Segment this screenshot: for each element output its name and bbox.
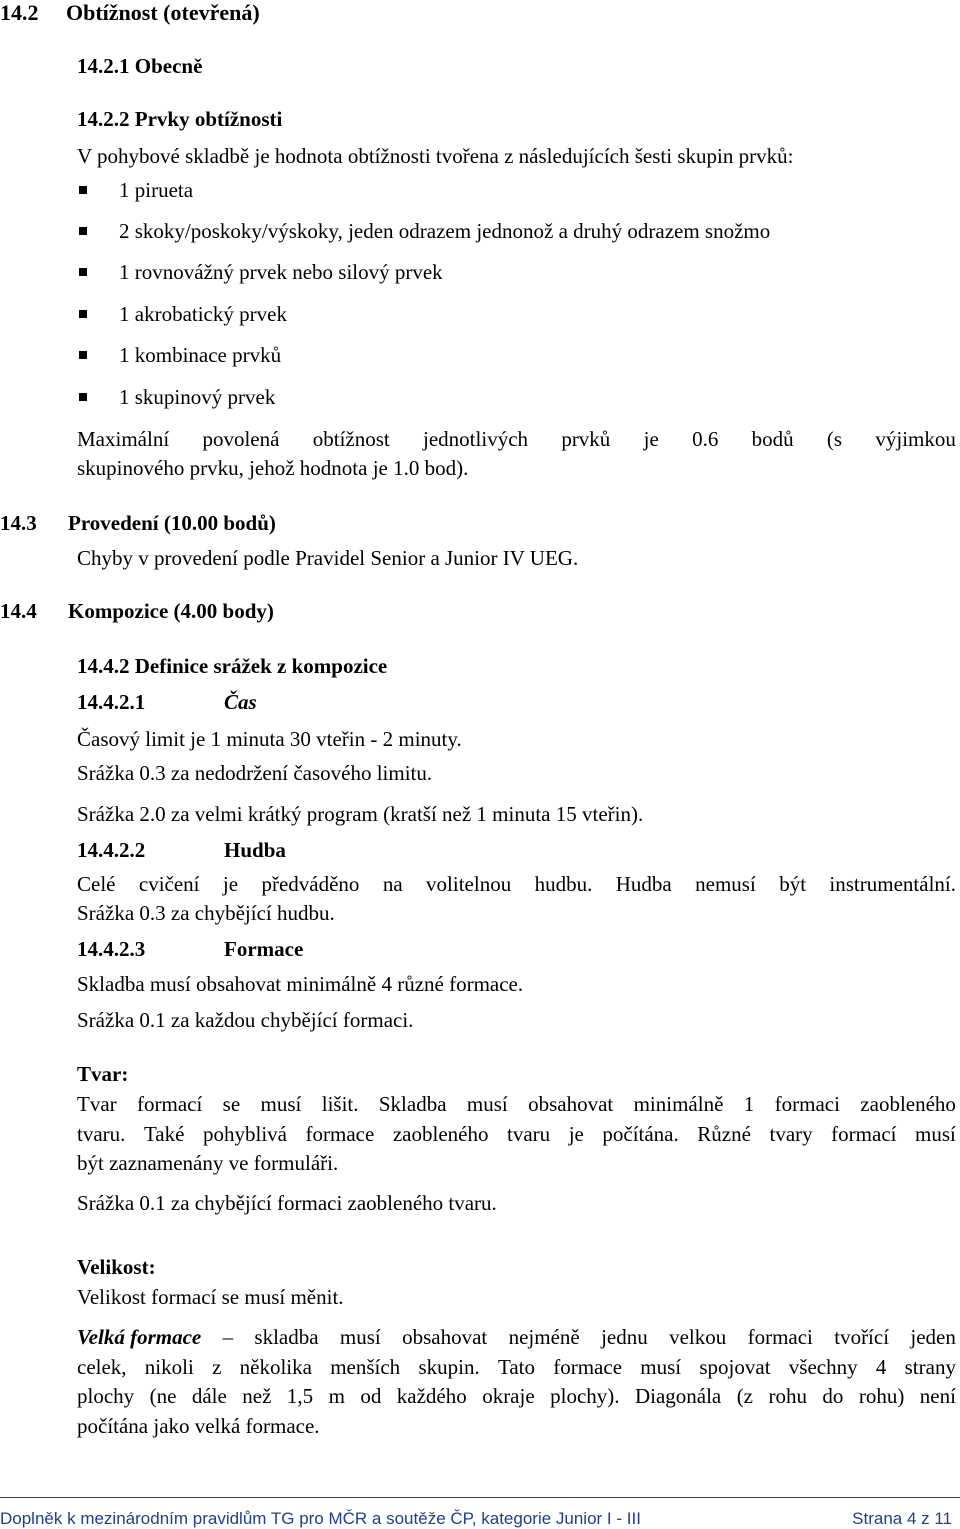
- time-penalty-text: Srážka 0.3 za nedodržení časového limitu.: [77, 761, 433, 785]
- heading-title: Provedení (10.00 bodů): [68, 511, 276, 535]
- execution-text: Chyby v provedení podle Pravidel Senior a Junior IV UEG.: [77, 546, 579, 570]
- heading-number: 14.4: [0, 599, 37, 623]
- word: být: [779, 872, 807, 896]
- word: (z: [736, 1384, 754, 1408]
- word: z: [212, 1355, 222, 1379]
- list-item: 1 rovnovážný prvek nebo silový prvek: [119, 260, 443, 284]
- music-line-1: [77, 874, 956, 895]
- max-difficulty-line-2: skupinového prvku, jehož hodnota je 1.0 bod).: [77, 456, 469, 480]
- word: zaobleného: [392, 1122, 489, 1146]
- word: formaci: [747, 1325, 813, 1349]
- short-program-penalty-text: Srážka 2.0 za velmi krátký program (kratší než 1 minuta 15 vteřin).: [77, 802, 644, 826]
- formations-text: Skladba musí obsahovat minimálně 4 různé formace.: [77, 972, 524, 996]
- page-footer: [0, 1496, 960, 1529]
- word: Skladba: [378, 1092, 447, 1116]
- bullet-square-icon: [79, 186, 87, 194]
- word: tvary: [769, 1122, 813, 1146]
- word: formací: [137, 1092, 203, 1116]
- heading-14-4-2-1: [77, 690, 257, 714]
- heading-14-2-1: 14.2.1 Obecně: [77, 54, 203, 78]
- large-formation-line-2: [77, 1357, 956, 1378]
- word: je: [222, 872, 239, 896]
- word: Hudba: [615, 872, 672, 896]
- word: tvaru.: [77, 1122, 126, 1146]
- shape-line-3: být zaznamenány ve formuláři.: [77, 1151, 339, 1175]
- list-item: 2 skoky/poskoky/výskoky, jeden odrazem jednonož a druhý odrazem snožmo: [119, 219, 771, 243]
- size-line-1: Velikost formací se musí měnit.: [77, 1285, 344, 1309]
- word: (ne: [149, 1384, 177, 1408]
- max-difficulty-line-1: [77, 429, 956, 450]
- word: obsahovat: [528, 1092, 614, 1116]
- heading-number: 14.4.2.3: [77, 937, 146, 961]
- heading-14-2-2: 14.2.2 Prvky obtížnosti: [77, 107, 283, 131]
- word: volitelnou: [426, 872, 512, 896]
- word: je: [643, 427, 659, 451]
- word: skladba: [254, 1325, 319, 1349]
- word: obtížnost: [312, 427, 390, 451]
- word: formace: [305, 1122, 375, 1146]
- list-item: 1 kombinace prvků: [119, 343, 282, 367]
- bullet-square-icon: [79, 393, 87, 401]
- heading-14-4-2-2: [77, 838, 286, 862]
- heading-number: 14.4.2.1: [77, 690, 146, 714]
- word: než: [242, 1384, 272, 1408]
- word: musí: [466, 1092, 508, 1116]
- word: povolená: [202, 427, 280, 451]
- word: musí: [260, 1092, 302, 1116]
- word: jednotlivých: [423, 427, 529, 451]
- word: jeden: [910, 1325, 956, 1349]
- word: 1: [743, 1092, 755, 1116]
- word: obsahovat: [402, 1325, 488, 1349]
- music-penalty-text: Srážka 0.3 za chybějící hudbu.: [77, 901, 335, 925]
- word: (s: [826, 427, 843, 451]
- word: hudbu.: [534, 872, 593, 896]
- word: celek,: [77, 1355, 127, 1379]
- footer-page-number: Strana 4 z 11: [852, 1509, 952, 1528]
- word: do: [822, 1384, 844, 1408]
- shape-label: Tvar:: [77, 1062, 129, 1086]
- heading-14-3: [0, 513, 276, 534]
- large-formation-line-1: [77, 1327, 956, 1348]
- word: musí: [640, 1355, 682, 1379]
- large-formation-line-3: [77, 1386, 956, 1407]
- formations-penalty-text: Srážka 0.1 za každou chybějící formaci.: [77, 1008, 414, 1032]
- word: bodů: [751, 427, 794, 451]
- shape-penalty-text: Srážka 0.1 za chybějící formaci zaobleného tvaru.: [77, 1191, 497, 1215]
- heading-number: 14.3: [0, 511, 37, 535]
- word: se: [222, 1092, 241, 1116]
- word: počítána.: [602, 1122, 679, 1146]
- word: předváděno: [261, 872, 360, 896]
- word: zaobleného: [860, 1092, 956, 1116]
- size-label: Velikost:: [77, 1255, 156, 1279]
- list-item: 1 skupinový prvek: [119, 385, 276, 409]
- word: nikoli: [144, 1355, 194, 1379]
- word: spojovat: [699, 1355, 771, 1379]
- word: Také: [143, 1122, 185, 1146]
- list-item: 1 pirueta: [119, 178, 194, 202]
- heading-title: Formace: [224, 937, 304, 961]
- word: několika: [239, 1355, 312, 1379]
- bullet-square-icon: [79, 268, 87, 276]
- large-formation-line-4: počítána jako velká formace.: [77, 1414, 320, 1438]
- shape-line-2: [77, 1124, 956, 1145]
- word: velkou: [669, 1325, 727, 1349]
- list-item: 1 akrobatický prvek: [119, 302, 287, 326]
- word: pohyblivá: [202, 1122, 287, 1146]
- word: Různé: [697, 1122, 751, 1146]
- word: musí: [915, 1122, 956, 1146]
- word: –: [222, 1325, 234, 1349]
- large-formation-label: Velká formace: [77, 1325, 202, 1349]
- heading-title: Kompozice (4.00 body): [68, 599, 274, 623]
- word: je: [568, 1122, 584, 1146]
- word: strany: [904, 1355, 956, 1379]
- heading-14-2: [0, 2, 260, 24]
- word: m: [328, 1384, 345, 1408]
- word: Tvar: [77, 1092, 117, 1116]
- heading-14-4-2-3: [77, 937, 304, 961]
- word: cvičení: [138, 872, 200, 896]
- bullet-square-icon: [79, 227, 87, 235]
- word: okraje: [482, 1384, 535, 1408]
- word: 4: [875, 1355, 887, 1379]
- word: každého: [396, 1384, 467, 1408]
- word: menších: [330, 1355, 401, 1379]
- heading-number: 14.2: [0, 0, 39, 25]
- word: tvaru: [507, 1122, 551, 1146]
- bullet-square-icon: [79, 310, 87, 318]
- intro-text: V pohybové skladbě je hodnota obtížnosti tvořena z následujících šesti skupin prvků:: [77, 144, 794, 168]
- word: 0.6: [692, 427, 719, 451]
- word: musí: [339, 1325, 381, 1349]
- word: Celé: [77, 872, 116, 896]
- word: od: [360, 1384, 382, 1408]
- word: rohu): [858, 1384, 905, 1408]
- word: plochy: [77, 1384, 135, 1408]
- word: 1,5: [286, 1384, 314, 1408]
- word: rohu: [768, 1384, 807, 1408]
- shape-line-1: [77, 1094, 956, 1115]
- bullet-square-icon: [79, 351, 87, 359]
- word: lišit.: [321, 1092, 359, 1116]
- word: jednu: [601, 1325, 648, 1349]
- word: minimálně: [633, 1092, 724, 1116]
- word: formaci: [774, 1092, 840, 1116]
- word: všechny: [788, 1355, 858, 1379]
- heading-title: Čas: [224, 690, 257, 714]
- word: není: [919, 1384, 956, 1408]
- word: výjimkou: [875, 427, 956, 451]
- word: na: [382, 872, 403, 896]
- word: tvořící: [834, 1325, 890, 1349]
- word: Tato: [497, 1355, 535, 1379]
- word: nemusí: [695, 872, 756, 896]
- word: instrumentální.: [829, 872, 956, 896]
- heading-title: Obtížnost (otevřená): [66, 0, 260, 25]
- word: plochy).: [550, 1384, 620, 1408]
- word: formací: [831, 1122, 897, 1146]
- footer-document-title: Doplněk k mezinárodním pravidlům TG pro MČR a soutěže ČP, kategorie Junior I - III: [0, 1509, 641, 1528]
- word: skupin.: [418, 1355, 480, 1379]
- heading-title: Hudba: [224, 838, 286, 862]
- heading-number: 14.4.2.2: [77, 838, 146, 862]
- word: Maximální: [77, 427, 170, 451]
- word: nejméně: [508, 1325, 580, 1349]
- word: Diagonála: [634, 1384, 722, 1408]
- heading-14-4: [0, 601, 274, 622]
- word: formace: [553, 1355, 623, 1379]
- word: dále: [191, 1384, 227, 1408]
- time-limit-text: Časový limit je 1 minuta 30 vteřin - 2 minuty.: [77, 727, 462, 751]
- heading-14-4-2: 14.4.2 Definice srážek z kompozice: [77, 654, 388, 678]
- word: prvků: [561, 427, 611, 451]
